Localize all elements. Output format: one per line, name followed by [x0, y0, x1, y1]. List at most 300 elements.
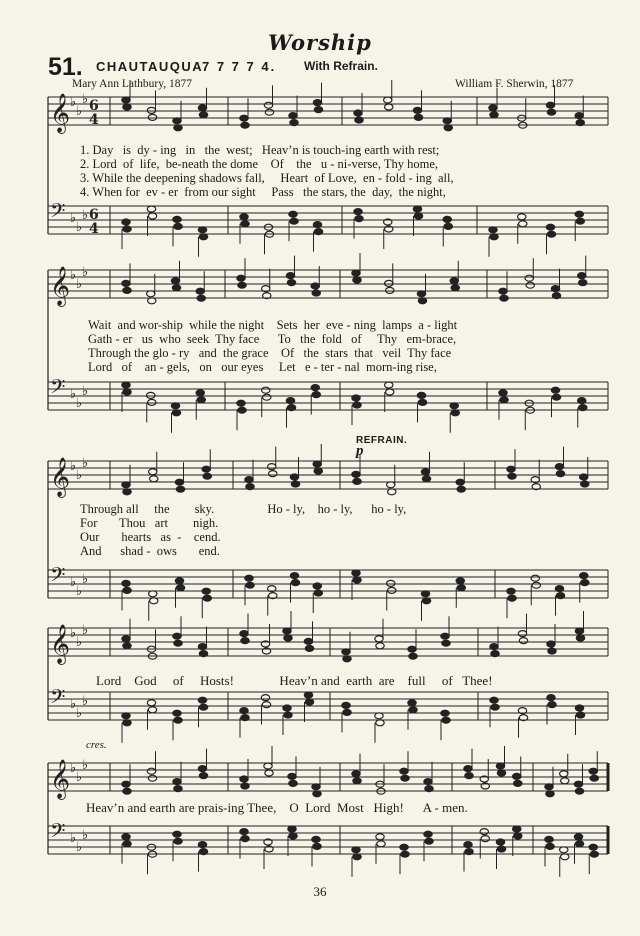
note-head	[422, 476, 430, 482]
note-head	[122, 280, 130, 286]
note-head	[491, 704, 499, 710]
note-head	[547, 109, 555, 115]
note-head	[353, 577, 361, 583]
note-head	[465, 849, 473, 855]
note-head	[444, 125, 452, 131]
note-head	[507, 588, 515, 594]
note-head	[173, 831, 181, 837]
note-head	[123, 389, 131, 395]
verse-4-line-1: 4. When for ev - er from our sight Pass the stars, the day, the night,	[80, 185, 446, 199]
section-title: Worship	[268, 30, 372, 55]
note-head	[148, 707, 156, 713]
flat-icon: ♭	[82, 758, 89, 773]
note-head	[147, 107, 155, 113]
note-head	[238, 282, 246, 288]
note-head	[147, 700, 155, 706]
note-head	[545, 784, 553, 790]
note-head	[171, 403, 179, 409]
note-head	[481, 836, 489, 842]
note-head	[547, 641, 555, 647]
note-head	[418, 298, 426, 304]
note-head	[590, 851, 598, 857]
note-head	[376, 834, 384, 840]
note-head	[198, 842, 206, 848]
note-head	[507, 466, 515, 472]
note-head	[197, 397, 205, 403]
flat-icon: ♭	[82, 694, 89, 709]
note-head	[417, 291, 425, 297]
note-head	[123, 720, 131, 726]
flat-icon: ♭	[76, 104, 83, 119]
note-head	[240, 776, 248, 782]
note-head	[496, 839, 504, 845]
note-head	[514, 780, 522, 786]
note-head	[264, 102, 272, 108]
note-head	[499, 288, 507, 294]
note-head	[288, 773, 296, 779]
tune-name: CHAUTAUQUA	[96, 59, 204, 74]
note-head	[496, 763, 504, 769]
note-head	[312, 836, 320, 842]
note-head	[290, 573, 298, 579]
note-head	[174, 223, 182, 229]
note-head	[547, 695, 555, 701]
flat-icon: ♭	[70, 387, 77, 402]
note-head	[547, 231, 555, 237]
note-head	[519, 221, 527, 227]
flat-icon: ♭	[70, 575, 77, 590]
note-head	[352, 471, 360, 477]
note-head	[400, 768, 408, 774]
refrain-note: With Refrain.	[304, 59, 378, 73]
note-head	[560, 771, 568, 777]
note-head	[174, 786, 182, 792]
flat-icon: ♭	[70, 697, 77, 712]
note-head	[546, 102, 554, 108]
note-head	[500, 295, 508, 301]
note-head	[385, 104, 393, 110]
note-head	[556, 471, 564, 477]
note-head	[354, 209, 362, 215]
note-head	[314, 468, 322, 474]
note-head	[561, 854, 569, 860]
note-head	[441, 633, 449, 639]
note-head	[199, 112, 207, 118]
note-head	[442, 717, 450, 723]
note-head	[288, 826, 296, 832]
note-head	[418, 399, 426, 405]
note-head	[575, 211, 583, 217]
flat-icon: ♭	[70, 626, 77, 641]
note-head	[441, 710, 449, 716]
note-head	[123, 104, 131, 110]
note-head	[147, 291, 155, 297]
note-head	[175, 479, 183, 485]
note-head	[122, 482, 130, 488]
note-head	[450, 278, 458, 284]
note-head	[241, 638, 249, 644]
note-head	[174, 838, 182, 844]
note-head	[464, 766, 472, 772]
note-head	[413, 107, 421, 113]
note-head	[354, 110, 362, 116]
note-head	[199, 234, 207, 240]
bass-clef-icon: 𝄢	[50, 375, 66, 403]
flat-icon: ♭	[76, 840, 83, 855]
note-head	[425, 786, 433, 792]
note-head	[490, 697, 498, 703]
note-head	[489, 105, 497, 111]
note-head	[425, 838, 433, 844]
verse-2-line-2: Gath - er us who seek Thy face To the fold of Thy em-brace,	[88, 332, 457, 346]
treble-clef-icon: 𝄞	[50, 457, 71, 497]
note-head	[526, 282, 534, 288]
note-head	[305, 645, 313, 651]
note-head	[122, 382, 130, 388]
note-head	[199, 849, 207, 855]
time-signature-bottom: 4	[89, 221, 99, 237]
note-head	[575, 628, 583, 634]
note-head	[388, 489, 396, 495]
note-head	[203, 595, 211, 601]
note-head	[123, 587, 131, 593]
note-head	[465, 773, 473, 779]
note-head	[580, 474, 588, 480]
note-head	[490, 112, 498, 118]
note-head	[172, 285, 180, 291]
note-head	[376, 720, 384, 726]
note-head	[355, 117, 363, 123]
note-head	[123, 287, 131, 293]
tune-meter: 7 7 7 7 4.	[202, 59, 277, 74]
note-head	[353, 478, 361, 484]
note-head	[245, 477, 253, 483]
note-head	[289, 833, 297, 839]
note-head	[203, 473, 211, 479]
note-head	[421, 591, 429, 597]
note-head	[148, 298, 156, 304]
note-head	[283, 705, 291, 711]
note-head	[555, 586, 563, 592]
bass-clef-icon: 𝄢	[50, 819, 66, 847]
note-head	[150, 476, 158, 482]
note-head	[424, 831, 432, 837]
note-head	[314, 590, 322, 596]
note-head	[313, 843, 321, 849]
note-head	[443, 216, 451, 222]
note-head	[122, 713, 130, 719]
note-head	[262, 702, 270, 708]
refrain-label: REFRAIN.	[356, 435, 408, 446]
note-head	[456, 578, 464, 584]
note-head	[241, 715, 249, 721]
note-head	[578, 398, 586, 404]
refrain-lyric-1: Lord God of Hosts! Heav’n and earth are full of Thee!	[96, 673, 493, 688]
note-head	[352, 771, 360, 777]
flat-icon: ♭	[76, 706, 83, 721]
verse-3-line-1: 3. While the deepening shadows fall, Heart of Love, en - fold - ing all,	[80, 171, 454, 185]
note-head	[199, 704, 207, 710]
note-head	[386, 287, 394, 293]
note-head	[490, 644, 498, 650]
note-head	[283, 628, 291, 634]
note-head	[497, 846, 505, 852]
note-head	[291, 481, 299, 487]
note-head	[548, 702, 556, 708]
flat-icon: ♭	[82, 623, 89, 638]
note-head	[240, 214, 248, 220]
verse-1-line-3: Through all the sky. Ho - ly, ho - ly, ho - ly,	[80, 502, 407, 516]
note-head	[387, 580, 395, 586]
note-head	[464, 842, 472, 848]
bass-clef-icon: 𝄢	[50, 199, 66, 227]
page-number: 36	[313, 884, 327, 899]
note-head	[421, 469, 429, 475]
note-head	[408, 646, 416, 652]
note-head	[457, 486, 465, 492]
note-head	[353, 277, 361, 283]
note-head	[238, 407, 246, 413]
verse-1-line-2: Wait and wor-ship while the night Sets her eve - ning lamps a - light	[88, 318, 458, 332]
note-head	[555, 464, 563, 470]
flat-icon: ♭	[76, 396, 83, 411]
note-head	[122, 781, 130, 787]
note-head	[287, 405, 295, 411]
note-head	[284, 712, 292, 718]
note-head	[352, 847, 360, 853]
note-head	[245, 575, 253, 581]
treble-clef-icon: 𝄞	[50, 266, 71, 306]
note-head	[241, 122, 249, 128]
note-head	[531, 575, 539, 581]
note-head	[513, 773, 521, 779]
note-head	[574, 834, 582, 840]
note-head	[123, 489, 131, 495]
note-head	[576, 635, 584, 641]
note-head	[352, 395, 360, 401]
note-head	[290, 120, 298, 126]
note-head	[269, 471, 277, 477]
note-head	[122, 834, 130, 840]
note-head	[305, 699, 313, 705]
note-head	[311, 283, 319, 289]
note-head	[575, 113, 583, 119]
note-head	[174, 125, 182, 131]
note-head	[413, 206, 421, 212]
note-head	[500, 397, 508, 403]
note-head	[268, 464, 276, 470]
note-head	[575, 841, 583, 847]
note-head	[580, 573, 588, 579]
note-head	[499, 390, 507, 396]
flat-icon: ♭	[76, 770, 83, 785]
note-head	[451, 410, 459, 416]
note-head	[313, 583, 321, 589]
note-head	[198, 766, 206, 772]
note-head	[551, 286, 559, 292]
note-head	[171, 278, 179, 284]
note-head	[241, 783, 249, 789]
note-head	[422, 598, 430, 604]
note-head	[289, 211, 297, 217]
note-head	[240, 708, 248, 714]
note-head	[353, 778, 361, 784]
note-head	[202, 466, 210, 472]
note-head	[175, 578, 183, 584]
note-head	[408, 700, 416, 706]
note-head	[314, 229, 322, 235]
dynamic-piano: p	[356, 443, 364, 459]
note-head	[513, 826, 521, 832]
verse-1-line-1: 1. Day is dy - ing in the west; Heav’n is touch-ing earth with rest;	[80, 143, 440, 157]
note-head	[240, 115, 248, 121]
note-head	[123, 788, 131, 794]
note-head	[262, 387, 270, 393]
note-head	[149, 591, 157, 597]
flat-icon: ♭	[70, 459, 77, 474]
flat-icon: ♭	[70, 95, 77, 110]
note-head	[409, 653, 417, 659]
note-head	[286, 398, 294, 404]
dynamic-crescendo: cres.	[86, 739, 107, 751]
note-head	[123, 841, 131, 847]
flat-icon: ♭	[76, 635, 83, 650]
note-head	[147, 392, 155, 398]
note-head	[265, 109, 273, 115]
note-head	[147, 206, 155, 212]
note-head	[173, 118, 181, 124]
note-head	[556, 593, 564, 599]
note-head	[581, 580, 589, 586]
note-head	[263, 394, 271, 400]
note-head	[314, 107, 322, 113]
note-head	[490, 234, 498, 240]
note-head	[246, 484, 254, 490]
note-head	[385, 382, 393, 388]
verse-3-line-2: Through the glo - ry and the grace Of the stars that veil Thy face	[88, 346, 452, 360]
note-head	[414, 213, 422, 219]
note-head	[561, 778, 569, 784]
flat-icon: ♭	[70, 211, 77, 226]
note-head	[148, 114, 156, 120]
note-head	[237, 400, 245, 406]
note-head	[122, 97, 130, 103]
note-head	[457, 585, 465, 591]
note-head	[241, 221, 249, 227]
treble-clef-icon: 𝄞	[50, 93, 71, 133]
note-head	[123, 643, 131, 649]
note-head	[355, 216, 363, 222]
time-signature-top: 6	[89, 207, 99, 223]
note-head	[198, 105, 206, 111]
note-head	[149, 469, 157, 475]
note-head	[581, 481, 589, 487]
flat-icon: ♭	[82, 828, 89, 843]
note-head	[148, 213, 156, 219]
note-head	[312, 290, 320, 296]
note-head	[518, 214, 526, 220]
flat-icon: ♭	[70, 761, 77, 776]
note-head	[150, 598, 158, 604]
note-head	[375, 636, 383, 642]
note-head	[313, 461, 321, 467]
note-head	[312, 392, 320, 398]
note-head	[197, 295, 205, 301]
note-head	[311, 385, 319, 391]
flat-icon: ♭	[76, 584, 83, 599]
note-head	[376, 643, 384, 649]
note-head	[173, 779, 181, 785]
note-head	[246, 582, 254, 588]
note-head	[196, 288, 204, 294]
note-head	[241, 836, 249, 842]
note-head	[353, 402, 361, 408]
note-head	[174, 640, 182, 646]
note-head	[172, 410, 180, 416]
note-head	[264, 763, 272, 769]
composer-credit: William F. Sherwin, 1877	[455, 78, 574, 90]
note-head	[342, 702, 350, 708]
note-head	[491, 651, 499, 657]
note-head	[414, 114, 422, 120]
note-head	[388, 587, 396, 593]
note-head	[377, 841, 385, 847]
note-head	[456, 479, 464, 485]
note-head	[497, 770, 505, 776]
note-head	[173, 710, 181, 716]
note-head	[508, 595, 516, 601]
note-head	[519, 638, 527, 644]
note-head	[443, 118, 451, 124]
note-head	[575, 705, 583, 711]
note-head	[237, 275, 245, 281]
note-head	[574, 781, 582, 787]
note-head	[240, 631, 248, 637]
bass-clef-icon: 𝄢	[50, 685, 66, 713]
flat-icon: ♭	[70, 268, 77, 283]
note-head	[489, 227, 497, 233]
note-head	[576, 712, 584, 718]
note-head	[289, 780, 297, 786]
note-head	[312, 784, 320, 790]
bass-clef-icon: 𝄢	[50, 563, 66, 591]
note-head	[579, 280, 587, 286]
verse-4-line-2: Lord of an - gels, on our eyes Let e - ter - nal morn-ing rise,	[88, 360, 437, 374]
note-head	[304, 638, 312, 644]
note-head	[148, 775, 156, 781]
note-head	[450, 403, 458, 409]
note-head	[508, 473, 516, 479]
flat-icon: ♭	[82, 456, 89, 471]
note-head	[546, 224, 554, 230]
note-head	[196, 390, 204, 396]
note-head	[400, 844, 408, 850]
note-head	[343, 709, 351, 715]
note-head	[560, 847, 568, 853]
flat-icon: ♭	[82, 384, 89, 399]
hymn-number: 51.	[48, 53, 83, 81]
note-head	[199, 651, 207, 657]
note-head	[284, 635, 292, 641]
note-head	[352, 570, 360, 576]
author-credit: Mary Ann Lathbury, 1877	[72, 78, 192, 90]
note-head	[342, 649, 350, 655]
note-head	[552, 394, 560, 400]
note-head	[579, 405, 587, 411]
note-head	[387, 482, 395, 488]
note-head	[532, 582, 540, 588]
note-head	[122, 219, 130, 225]
